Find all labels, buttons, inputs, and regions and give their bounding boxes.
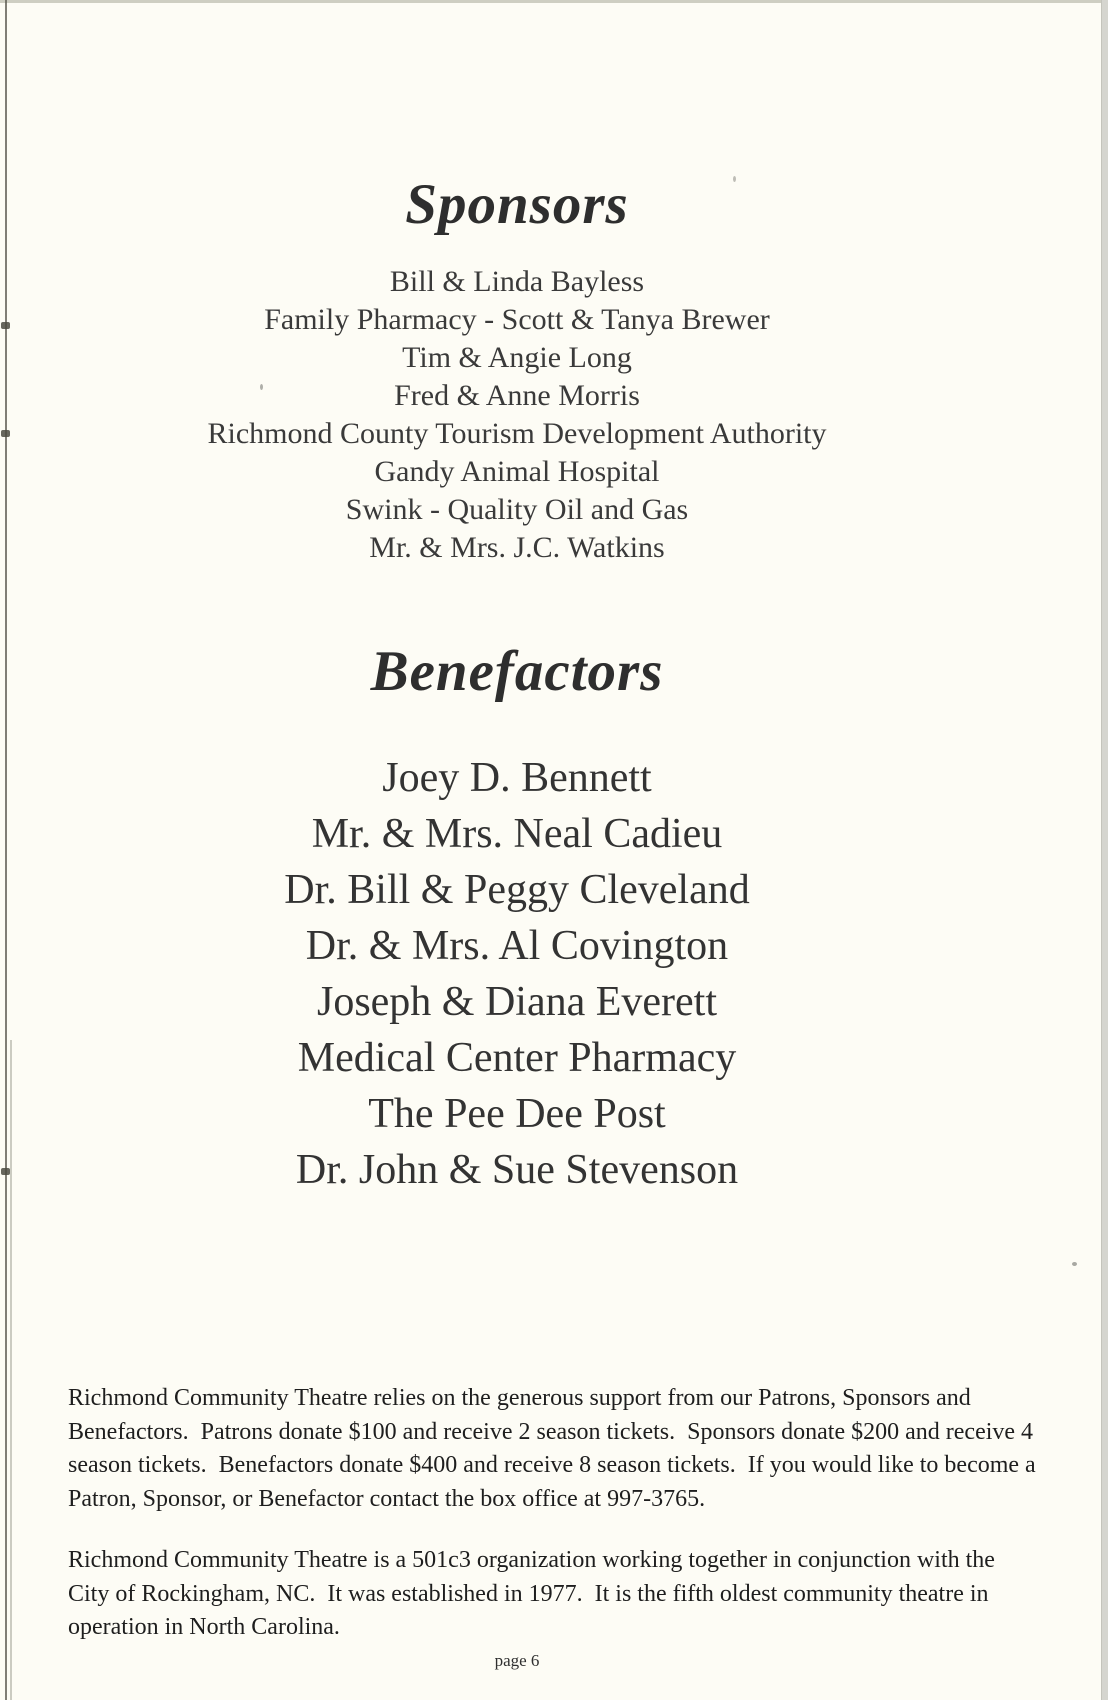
sponsor-name: Tim & Angie Long bbox=[402, 341, 632, 374]
sponsor-name: Mr. & Mrs. J.C. Watkins bbox=[369, 531, 665, 564]
page-number: page 6 bbox=[494, 1650, 540, 1670]
sponsor-name: Fred & Anne Morris bbox=[394, 379, 640, 412]
benefactor-name: Joseph & Diana Everett bbox=[316, 979, 718, 1025]
scan-artifact bbox=[1072, 1262, 1077, 1266]
page-content bbox=[0, 173, 1042, 1671]
benefactor-name: Dr. Bill & Peggy Cleveland bbox=[284, 867, 750, 913]
support-info-paragraph: Richmond Community Theatre relies on the generous support from our Patrons, Sponsors and Benefactors. Patrons donate $100 and receive 2 season tickets. Sponsors donate $200 and receive 4 season tickets. Benefactors donate $400 and receive 8 season tickets. If you would like to become a Patron, Sponsor, or Benefactor contact the box office at 997-3765. bbox=[68, 1385, 1042, 1512]
benefactors-list bbox=[0, 750, 1034, 1198]
sponsor-name: Gandy Animal Hospital bbox=[374, 455, 660, 488]
benefactor-name: Dr. John & Sue Stevenson bbox=[295, 1147, 739, 1193]
benefactor-name: Medical Center Pharmacy bbox=[297, 1035, 737, 1081]
scan-edge-top bbox=[0, 0, 1108, 3]
benefactor-name: Dr. & Mrs. Al Covington bbox=[305, 923, 729, 969]
scan-edge-right bbox=[1101, 0, 1108, 1700]
sponsors-title: Sponsors bbox=[405, 173, 629, 236]
organization-info-paragraph: Richmond Community Theatre is a 501c3 organization working together in conjunction with the City of Rockingham, NC. It was established in 1977. It is the fifth oldest community theatre in operation in North Carolina. bbox=[68, 1547, 1001, 1640]
sponsors-list bbox=[0, 263, 1034, 567]
sponsor-name: Family Pharmacy - Scott & Tanya Brewer bbox=[264, 303, 770, 336]
benefactor-name: Mr. & Mrs. Neal Cadieu bbox=[311, 811, 723, 857]
sponsor-name: Richmond County Tourism Development Authority bbox=[207, 417, 827, 450]
benefactors-title: Benefactors bbox=[370, 640, 664, 703]
benefactor-name: Joey D. Bennett bbox=[382, 755, 652, 801]
sponsor-name: Bill & Linda Bayless bbox=[389, 265, 645, 298]
sponsor-name: Swink - Quality Oil and Gas bbox=[345, 493, 689, 526]
benefactor-name: The Pee Dee Post bbox=[368, 1091, 666, 1137]
